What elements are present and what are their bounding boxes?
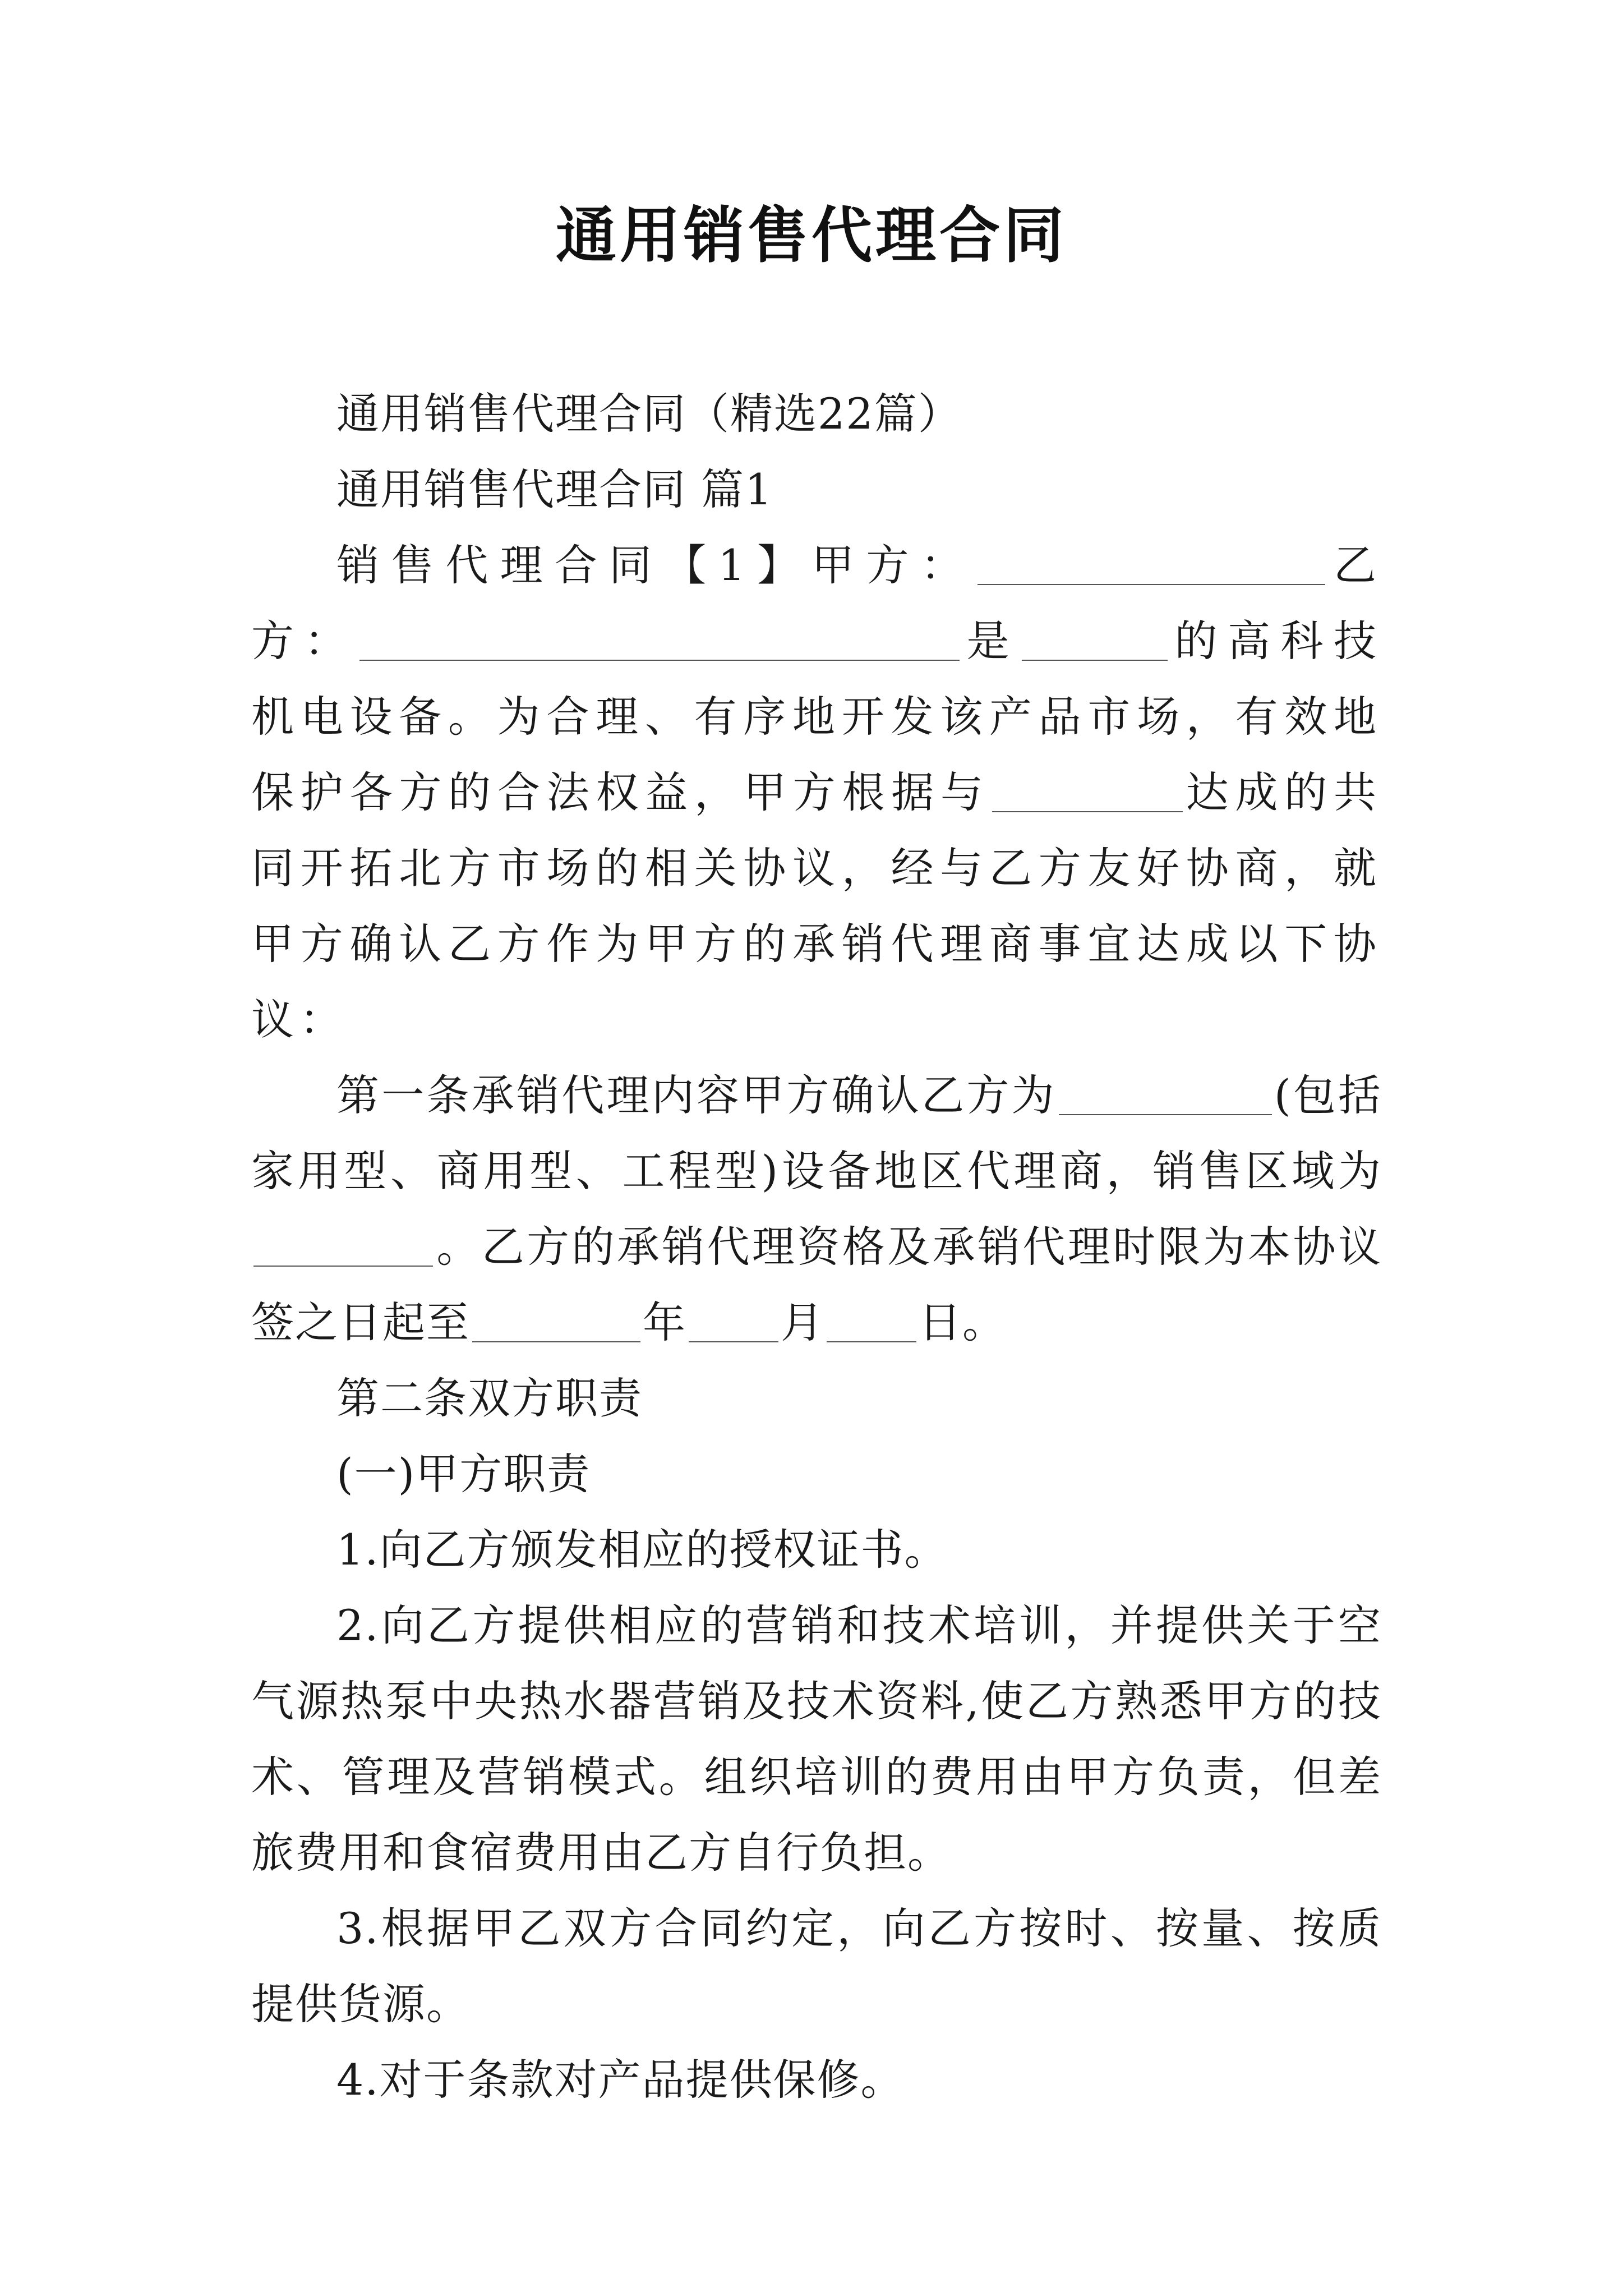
article1-text-e: 月 — [781, 1297, 824, 1347]
intro-text-a: 销售代理合同【1】甲方： — [336, 540, 975, 590]
article1-text-d: 年 — [643, 1297, 686, 1347]
duty-item-4: 4.对于条款对产品提供保修。 — [336, 2055, 905, 2105]
section-heading: 通用销售代理合同 篇1 — [336, 464, 773, 514]
blank-month — [689, 1301, 778, 1342]
paragraph-intro — [251, 527, 1382, 1057]
blank-partner — [992, 771, 1183, 812]
intro-text-e: 达成的共同开拓北方市场的相关协议，经与乙方友好协商，就甲方确认乙方作为甲方的承销代理商事宜达成以下协议： — [251, 767, 1382, 1045]
intro-text-c: 是 — [962, 616, 1020, 666]
duty-item-1: 1.向乙方颁发相应的授权证书。 — [336, 1525, 948, 1575]
blank-party-b — [359, 619, 960, 661]
blank-sales-region — [253, 1225, 433, 1267]
blank-year — [472, 1301, 640, 1342]
party-a-duties-heading: (一)甲方职责 — [336, 1449, 591, 1499]
article-2-heading: 第二条双方职责 — [336, 1373, 643, 1423]
blank-party-a — [978, 544, 1325, 585]
intro-text-b: 乙方： — [251, 540, 1382, 666]
duty-item-2: 2.向乙方提供相应的营销和技术培训，并提供关于空气源热泵中央热水器营销及技术资料,使乙方熟悉甲方的技术、管理及营销模式。组织培训的费用由甲方负责，但差旅费用和食宿费用由乙方自行负担。 — [251, 1600, 1382, 1878]
subtitle: 通用销售代理合同（精选22篇） — [336, 389, 962, 439]
intro-text-d: 的高科技机电设备。为合理、有序地开发该产品市场，有效地保护各方的合法权益，甲方根据与 — [251, 616, 1382, 817]
article1-text-a: 第一条承销代理内容甲方确认乙方为 — [336, 1070, 1057, 1120]
article1-text-f: 日。 — [919, 1297, 1006, 1347]
article1-text-c: 。乙方的承销代理资格及承销代理时限为本协议签之日起至 — [251, 1222, 1382, 1347]
document-body — [251, 376, 1382, 2118]
paragraph-article-1 — [251, 1057, 1382, 1360]
blank-product — [1022, 619, 1168, 661]
blank-agency-type — [1059, 1074, 1272, 1115]
duty-item-3: 3.根据甲乙双方合同约定，向乙方按时、按量、按质提供货源。 — [251, 1903, 1382, 2029]
article1-text-b: (包括家用型、商用型、工程型)设备地区代理商，销售区域为 — [251, 1070, 1382, 1196]
blank-day — [827, 1301, 916, 1342]
document-title: 通用销售代理合同 — [555, 200, 1067, 271]
